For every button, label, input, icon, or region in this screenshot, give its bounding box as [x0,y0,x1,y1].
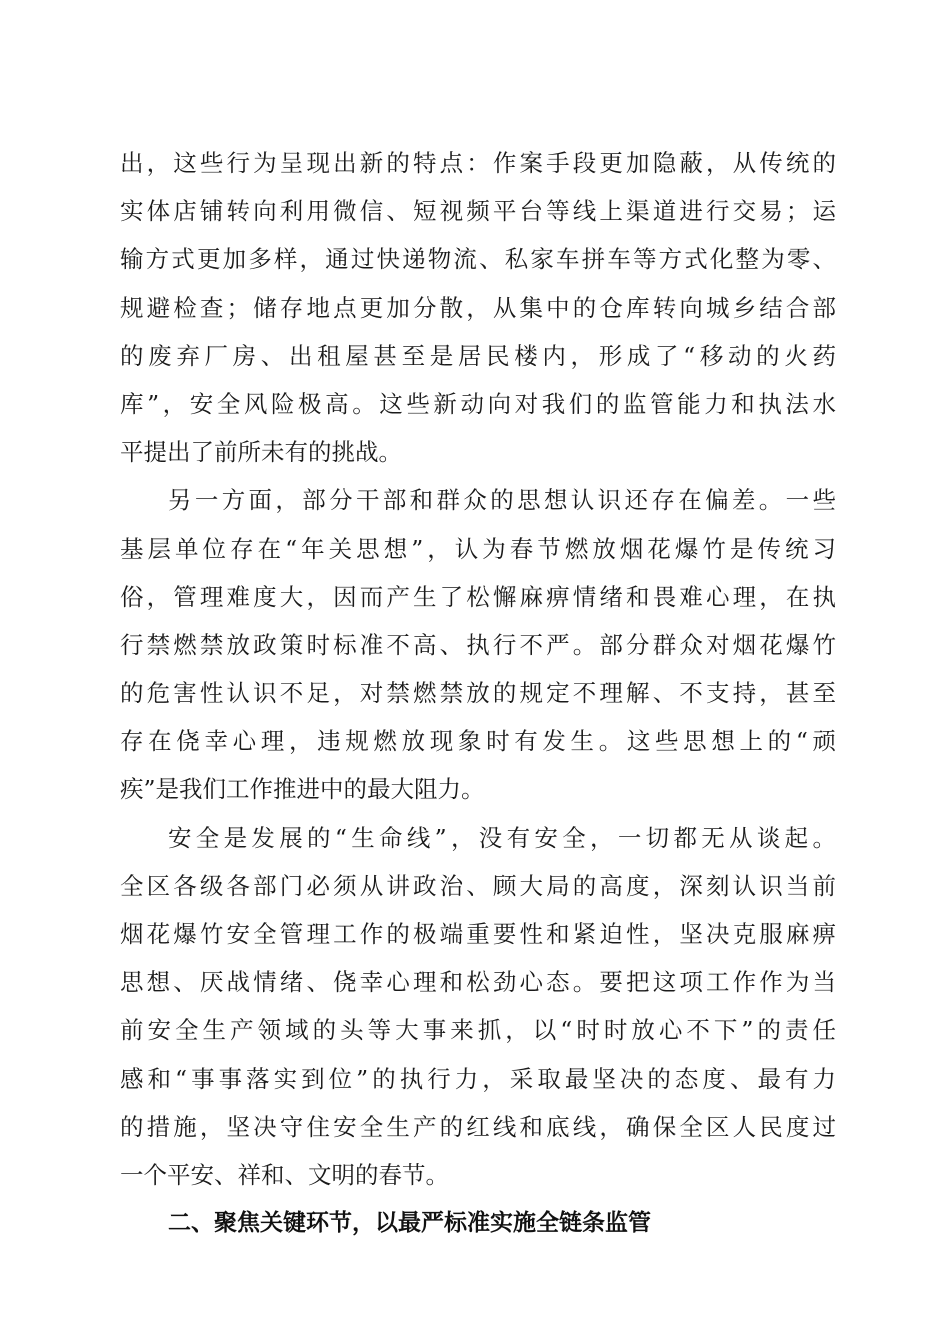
text-line: 疾”是我们工作推进中的最大阻力。 [120,775,485,804]
text-line: 俗，管理难度大，因而产生了松懈麻痹情绪和畏难心理，在执 [120,582,836,611]
section-heading: 二、聚焦关键环节，以最严标准实施全链条监管 [168,1210,651,1237]
text-line: 出，这些行为呈现出新的特点：作案手段更加隐蔽，从传统的 [120,149,836,177]
paragraph-safety-lifeline [120,814,836,1200]
text-line: 感和“事事落实到位”的执行力，采取最坚决的态度、最有力 [120,1064,836,1093]
document-body [120,139,836,1247]
text-line: 的措施，坚决守住安全生产的红线和底线，确保全区人民度过 [120,1112,836,1141]
text-line: 基层单位存在“年关思想”，认为春节燃放烟花爆竹是传统习 [120,534,836,563]
text-line: 的危害性认识不足，对禁燃禁放的规定不理解、不支持，甚至 [120,679,836,708]
text-line: 输方式更加多样，通过快递物流、私家车拼车等方式化整为零、 [120,245,836,274]
paragraph-awareness [120,476,836,813]
text-line: 思想、厌战情绪、侥幸心理和松劲心态。要把这项工作作为当 [120,968,836,997]
text-line: 行禁燃禁放政策时标准不高、执行不严。部分群众对烟花爆竹 [120,630,836,659]
text-line: 库”，安全风险极高。这些新动向对我们的监管能力和执法水 [120,389,836,418]
text-line: 另一方面，部分干部和群众的思想认识还存在偏差。一些 [168,486,836,515]
text-line: 烟花爆竹安全管理工作的极端重要性和紧迫性，坚决克服麻痹 [120,920,836,948]
text-line: 全区各级各部门必须从讲政治、顾大局的高度，深刻认识当前 [120,871,836,900]
text-line: 前安全生产领域的头等大事来抓，以“时时放心不下”的责任 [120,1016,836,1045]
text-line: 安全是发展的“生命线”，没有安全，一切都无从谈起。 [168,823,836,852]
text-line: 实体店铺转向利用微信、短视频平台等线上渠道进行交易；运 [120,197,836,226]
text-line: 规避检查；储存地点更加分散，从集中的仓库转向城乡结合部 [120,293,836,322]
paragraph-new-features [120,139,836,476]
text-line: 平提出了前所未有的挑战。 [120,438,402,467]
text-line: 的废弃厂房、出租屋甚至是居民楼内，形成了“移动的火药 [120,341,836,370]
text-line: 一个平安、祥和、文明的春节。 [120,1160,449,1189]
text-line: 存在侥幸心理，违规燃放现象时有发生。这些思想上的“顽 [120,727,836,756]
